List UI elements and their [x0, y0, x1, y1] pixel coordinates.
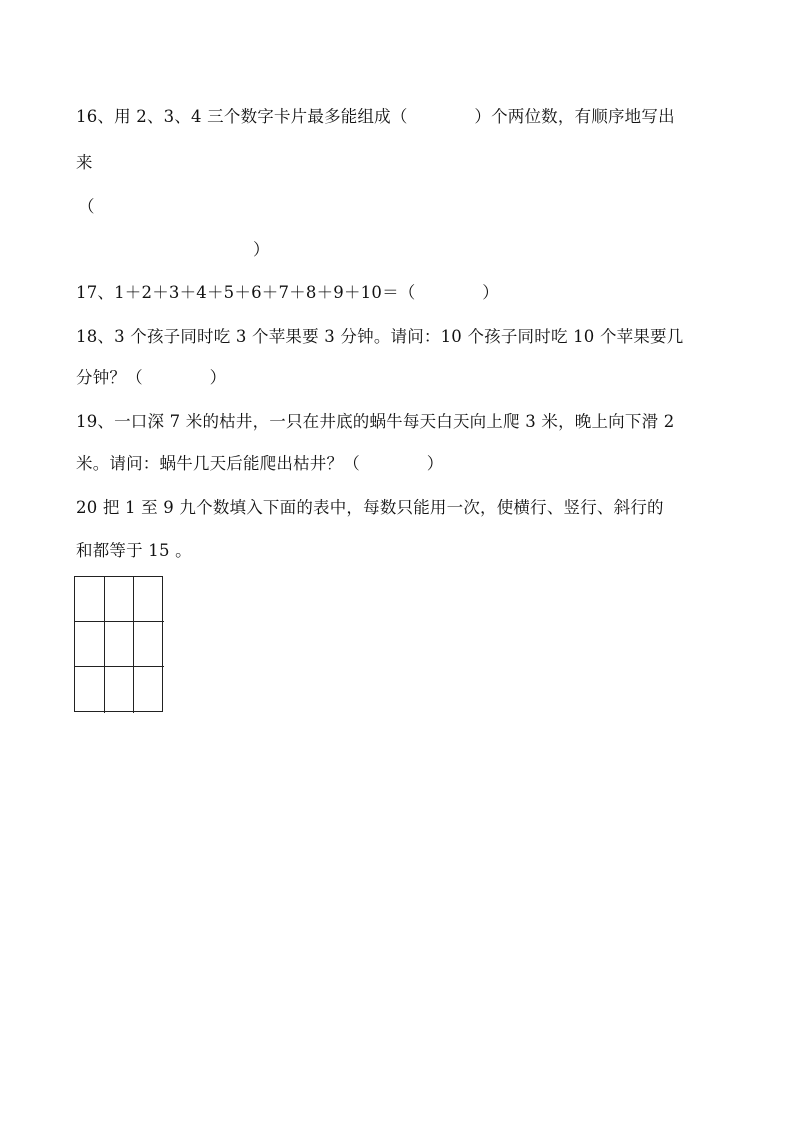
grid-cell[interactable]	[75, 622, 105, 667]
question-19-line-2: 米。请问：蜗牛几天后能爬出枯井？（ ）	[76, 454, 444, 473]
grid-cell[interactable]	[105, 667, 134, 713]
grid-cell[interactable]	[75, 667, 105, 713]
grid-cell[interactable]	[105, 577, 134, 622]
grid-cell[interactable]	[134, 667, 164, 713]
question-20-line-1: 20 把 1 至 9 九个数填入下面的表中，每数只能用一次，使横行、竖行、斜行的	[76, 498, 664, 517]
grid-cell[interactable]	[134, 622, 164, 667]
question-20-line-2: 和都等于 15 。	[76, 541, 192, 560]
question-16-line-1: 16、用 2、3、4 三个数字卡片最多能组成（ ）个两位数，有顺序地写出	[76, 107, 675, 126]
question-16-line-2: 来	[76, 153, 93, 172]
magic-square-grid	[74, 576, 163, 712]
question-17-line-1: 17、1＋2＋3＋4＋5＋6＋7＋8＋9＋10＝（ ）	[76, 283, 499, 302]
grid-cell[interactable]	[134, 577, 164, 622]
question-16-close-paren: ）	[253, 240, 270, 259]
question-19-line-1: 19、一口深 7 米的枯井，一只在井底的蜗牛每天白天向上爬 3 米，晚上向下滑 2	[76, 412, 675, 431]
grid-cell[interactable]	[105, 622, 134, 667]
question-18-line-2: 分钟？（ ）	[76, 368, 227, 387]
question-16-open-paren: （	[78, 197, 95, 216]
question-18-line-1: 18、3 个孩子同时吃 3 个苹果要 3 分钟。请问：10 个孩子同时吃 10 个苹果要几	[76, 327, 684, 346]
grid-cell[interactable]	[75, 577, 105, 622]
